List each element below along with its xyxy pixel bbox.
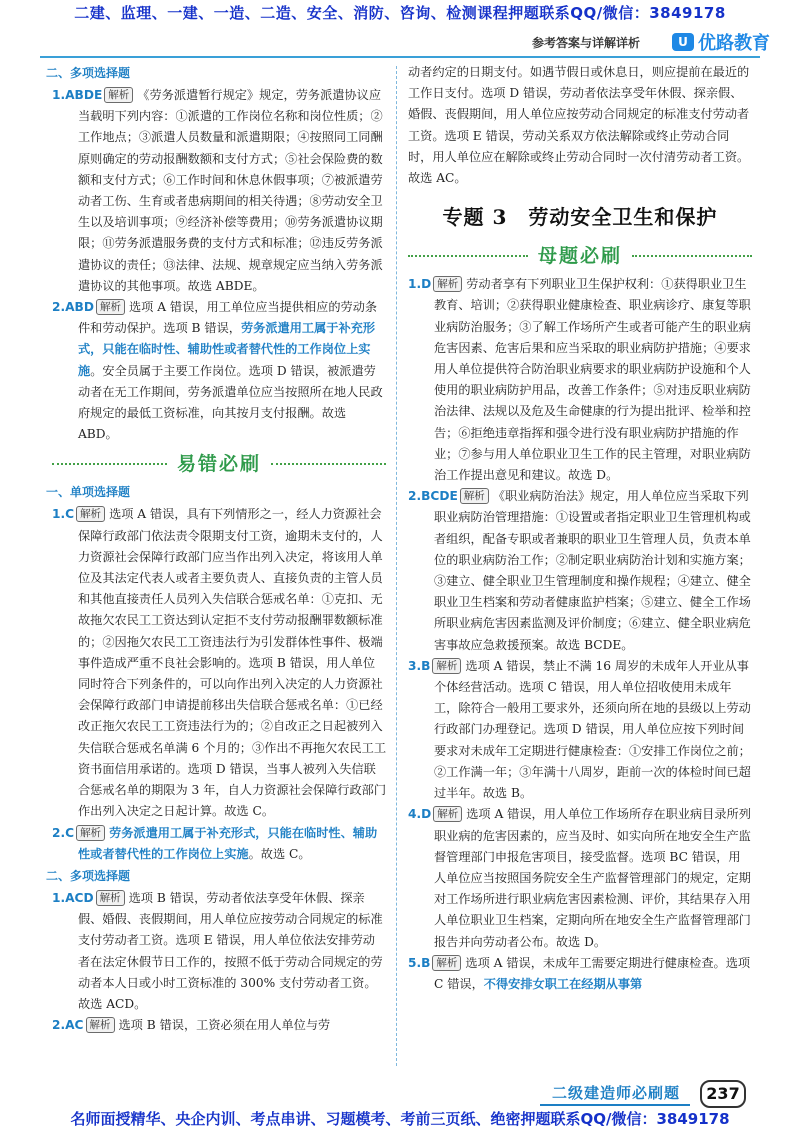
answer-number: 1.D [408, 277, 432, 292]
analysis-tag: 解析 [104, 87, 133, 103]
analysis-tag: 解析 [432, 955, 461, 971]
answer-number: 3.B [408, 658, 431, 673]
page-header [0, 30, 800, 54]
answer-text: 选项 A 错误，具有下列情形之一，经人力资源社会保障行政部门依法责令限期支付工资，逾期未支付的，人力资源社会保障行政部门应当作出列入决定，将该用人单位及其法定代表人或者主要负责人、直接负责的主管人员和其他直接责任人员列入失信联合惩戒名单：①克扣、无故拖欠农民工工资达到认定拒不支付劳动报酬罪数额标准的；②因拖欠农民工工资违法行为引发群体性事件、极端事件造成严重不良社会影响的。选项 B 错误，用人单位同时符合下列条件的，可以向作出列入决定的人力资源社会保障行政部门申请提前移出失信联合惩戒名单：①已经改正拖欠农民工工资违法行为的；②自改正之日起被列入失信联合惩戒名单满 6 个月的；③作出不再拖欠农民工工资书面信用承诺的。选项 D 错误，当事人被列入失信联合惩戒名单的期限为 3 年，自人力资源社会保障行政部门作出列入决定之日起计算。故选 C。 [78, 507, 387, 819]
footer-book-title: 二级建造师必刷题 [552, 1084, 681, 1102]
answer-text: 《劳务派遣暂行规定》规定，劳务派遣协议应当载明下列内容：①派遣的工作岗位名称和岗位性质；②工作地点；③派遣人员数量和派遣期限；④按照同工同酬原则确定的劳动报酬数额和支付方式；⑤社会保险费的数额和支付方式；⑥工作时间和休息休假事项；⑦被派遣劳动者工伤、生育或者患病期间的相关待遇；⑧劳动安全卫生以及培训事项；⑨经济补偿等费用；⑩劳务派遣协议期限；⑪劳务派遣服务费的支付方式和标准；⑫违反劳务派遣协议的责任；⑬法律、法规、规章规定应当纳入劳务派遣协议的其他事项。故选 ABDE。 [78, 88, 383, 293]
answer-item [408, 953, 752, 995]
answer-text: 选项 A 错误，用工单位应当提供相应的劳动条件和劳动保护。选项 B 错误， [78, 300, 378, 336]
section-heading: 一、单项选择题 [46, 485, 131, 500]
answer-text: 选项 A 错误，未成年工需要定期进行健康检查。选项 C 错误， [434, 955, 751, 991]
answer-text: 选项 B 错误，劳动者依法享受年休假、探亲假、婚假、丧假期间，用人单位应按劳动合同规定的标准支付劳动者工资。选项 E 错误，用人单位依法安排劳动者在法定休假节日工作的，按照不低于劳动合同规定的劳动者本人日或小时工资标准的 300% 支付劳动者工资。故选 ACD。 [78, 890, 383, 1011]
analysis-tag: 解析 [460, 488, 489, 504]
section-divider [408, 241, 752, 271]
section-heading: 二、多项选择题 [46, 66, 131, 80]
answer-number: 2.ABD [52, 300, 94, 315]
brand-logo [672, 30, 770, 54]
divider-line [632, 255, 752, 257]
page-number: 237 [700, 1080, 746, 1108]
analysis-tag: 解析 [76, 506, 105, 522]
analysis-tag: 解析 [433, 806, 462, 822]
answer-number: 1.ABDE [52, 88, 103, 102]
logo-text: 优路教育 [698, 33, 770, 54]
answer-text: 劳动者享有下列职业卫生保护权利：①获得职业卫生教育、培训；②获得职业健康检查、职业病诊疗、康复等职业病防治服务；③了解工作场所产生或者可能产生的职业病危害因素、危害后果和应当采取的职业病防护措施；④要求用人单位提供符合防治职业病要求的职业病防护设施和个人使用的职业病防护用品，改善工作条件；⑤对违反职业病防治法律、法规以及危及生命健康的行为提出批评、检举和控告；⑥拒绝违章指挥和强令进行没有职业病防护措施的作业；⑦参与用人单位职业卫生工作的民主管理，对职业病防治工作提出意见和建议。故选 D。 [434, 277, 751, 483]
header-analysis-label: 参考答案与详解详析 [531, 36, 640, 50]
answer-item [52, 888, 386, 1015]
answer-number: 2.AC [52, 1018, 84, 1033]
analysis-tag: 解析 [96, 890, 125, 906]
column-divider [396, 66, 397, 1066]
answer-number: 5.B [408, 955, 431, 970]
answer-text: 。安全员属于主要工作岗位。选项 D 错误，被派遣劳动者在无工作期间，劳务派遣单位应当按照所在地人民政府规定的最低工资标准，向其按月支付报酬。故选 ABD。 [78, 363, 383, 442]
answer-number: 1.C [52, 507, 75, 522]
divider-line [408, 255, 528, 257]
analysis-tag: 解析 [432, 658, 461, 674]
answer-number: 2.C [52, 825, 75, 840]
analysis-tag: 解析 [86, 1017, 115, 1033]
topic-title: 专题 3 劳动安全卫生和保护 [442, 205, 718, 230]
analysis-tag: 解析 [76, 825, 105, 841]
right-column [408, 62, 752, 995]
answer-number: 1.ACD [52, 890, 94, 905]
highlight-text: 劳务派遣用工属于补充形式，只能在临时性、辅助性或者替代性的工作岗位上实施 [78, 321, 376, 378]
section-heading: 二、多项选择题 [46, 868, 131, 883]
answer-item [52, 85, 386, 297]
divider-line [271, 463, 386, 465]
continued-text: 动者约定的日期支付。如遇节假日或休息日，则应提前在最近的工作日支付。选项 D 错误，劳动者依法享受年休假、探亲假、婚假、丧假期间，用人单位应按劳动合同规定的标准支付劳动者工资。选项 E 错误，劳动关系双方依法解除或终止劳动合同时，用人单位应在解除或终止劳动合同时一次付清劳动者工资。故选 AC。 [408, 65, 750, 186]
answer-number: 4.D [408, 807, 432, 822]
answer-text: 选项 B 错误，工资必须在用人单位与劳 [118, 1018, 331, 1033]
answer-item [52, 504, 386, 822]
top-banner: 二建、监理、一建、一造、二造、安全、消防、咨询、检测课程押题联系QQ/微信：3849178 [74, 4, 726, 22]
answer-item [52, 297, 386, 445]
answer-number: 2.BCDE [408, 489, 458, 504]
answer-item [52, 823, 386, 865]
divider-title: 易错必刷 [177, 452, 262, 475]
answer-text: 。故选 C。 [248, 846, 311, 861]
answer-item [408, 486, 752, 656]
answer-item [408, 656, 752, 804]
header-rule [40, 56, 760, 58]
answer-text: 选项 A 错误，禁止不满 16 周岁的未成年人开业从事个体经营活动。选项 C 错误，用人单位招收使用未成年工，除符合一般用工要求外，还须向所在地的县级以上劳动行政部门办理登记。选项 D 错误，用人单位应按下列时间要求对未成年工定期进行健康检查：①安排工作岗位之前；②工作满一年；③年满十八周岁，距前一次的体检时间已超过半年。故选 B。 [434, 658, 751, 801]
analysis-tag: 解析 [96, 299, 125, 315]
analysis-tag: 解析 [433, 276, 462, 292]
answer-item [52, 1015, 386, 1036]
answer-item [408, 804, 752, 952]
highlight-text: 劳务派遣用工属于补充形式，只能在临时性、辅助性或者替代性的工作岗位上实施 [78, 825, 378, 861]
answer-text: 《职业病防治法》规定，用人单位应当采取下列职业病防治管理措施：①设置或者指定职业卫生管理机构或者组织，配备专职或者兼职的职业卫生管理人员，负责本单位的职业病防治工作；②制定职业病防治计划和实施方案；③建立、健全职业卫生管理制度和操作规程；④建立、健全职业卫生档案和劳动者健康监护档案；⑤建立、健全工作场所职业病危害因素监测及评价制度；⑥建立、健全职业病危害事故应急救援预案。故选 BCDE。 [434, 489, 751, 652]
left-column [46, 62, 387, 1036]
bottom-banner: 名师面授精华、央企内训、考点串讲、习题模考、考前三页纸、绝密押题联系QQ/微信：3849178 [70, 1110, 730, 1128]
logo-u-icon: U [672, 33, 694, 51]
divider-title: 母题必刷 [538, 244, 623, 267]
divider-line [52, 463, 167, 465]
highlight-text: 不得安排女职工在经期从事第 [483, 976, 643, 991]
answer-item [408, 274, 752, 486]
answer-text: 选项 A 错误，用人单位工作场所存在职业病目录所列职业病的危害因素的，应当及时、如实向所在地安全生产监督管理部门申报危害项目，接受监督。选项 BC 错误，用人单位应当按照国务院安全生产监督管理部门的规定，定期对工作场所进行职业病危害因素检测、评价，其结果存入用人单位职业卫生档案，定期向所在地安全生产监督管理部门报告并向劳动者公布。故选 D。 [434, 807, 751, 949]
section-divider [52, 449, 386, 479]
